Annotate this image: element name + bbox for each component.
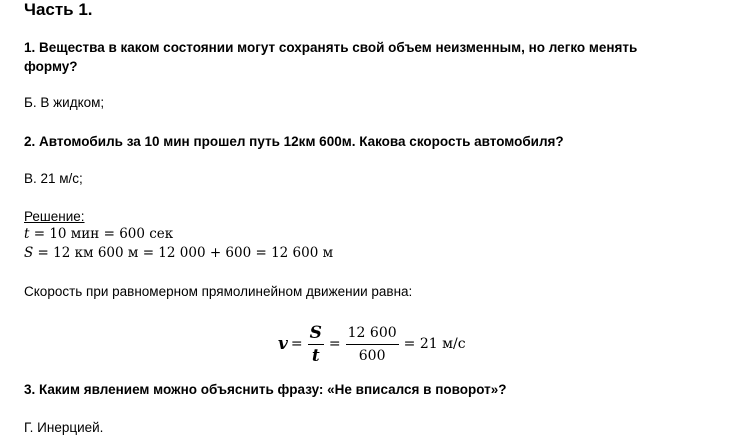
solution-title: Решение: bbox=[24, 209, 85, 224]
formula-fraction-numeric bbox=[346, 322, 399, 367]
equation-distance bbox=[24, 244, 333, 262]
equation-distance-variable: S bbox=[24, 245, 34, 261]
formula-velocity-symbol: v bbox=[278, 334, 288, 354]
formula-fraction-symbolic bbox=[308, 322, 324, 367]
formula-equals-1: = bbox=[290, 336, 303, 352]
formula-denominator-t: t bbox=[311, 345, 320, 366]
velocity-description: Скорость при равномерном прямолинейном движении равна: bbox=[24, 284, 413, 299]
part-title: Часть 1. bbox=[24, 0, 93, 19]
question-1-line-1: 1. Вещества в каком состоянии могут сохранять свой объем неизменным, но легко менять bbox=[24, 40, 638, 55]
formula-numerator-value: 12 600 bbox=[346, 322, 399, 345]
equation-time bbox=[24, 225, 173, 243]
equation-time-value: = 10 мин = 600 сек bbox=[29, 226, 174, 242]
formula-numerator-s: S bbox=[309, 322, 322, 343]
formula-denominator-value: 600 bbox=[358, 347, 386, 364]
question-2: 2. Автомобиль за 10 мин прошел путь 12км 600м. Какова скорость автомобиля? bbox=[24, 134, 564, 149]
question-3: 3. Каким явлением можно объяснить фразу: «Не вписался в поворот»? bbox=[24, 382, 507, 397]
formula-equals-2: = bbox=[328, 336, 341, 352]
question-1-line-2: форму? bbox=[24, 59, 78, 74]
answer-2: В. 21 м/с; bbox=[24, 171, 83, 186]
velocity-formula bbox=[278, 314, 469, 374]
equation-distance-value: = 12 км 600 м = 12 000 + 600 = 12 600 м bbox=[33, 245, 334, 261]
answer-3: Г. Инерцией. bbox=[24, 420, 104, 435]
answer-1: Б. В жидком; bbox=[24, 95, 105, 110]
formula-result: = 21 м/с bbox=[403, 336, 466, 352]
equation-time-variable: t bbox=[24, 226, 30, 242]
